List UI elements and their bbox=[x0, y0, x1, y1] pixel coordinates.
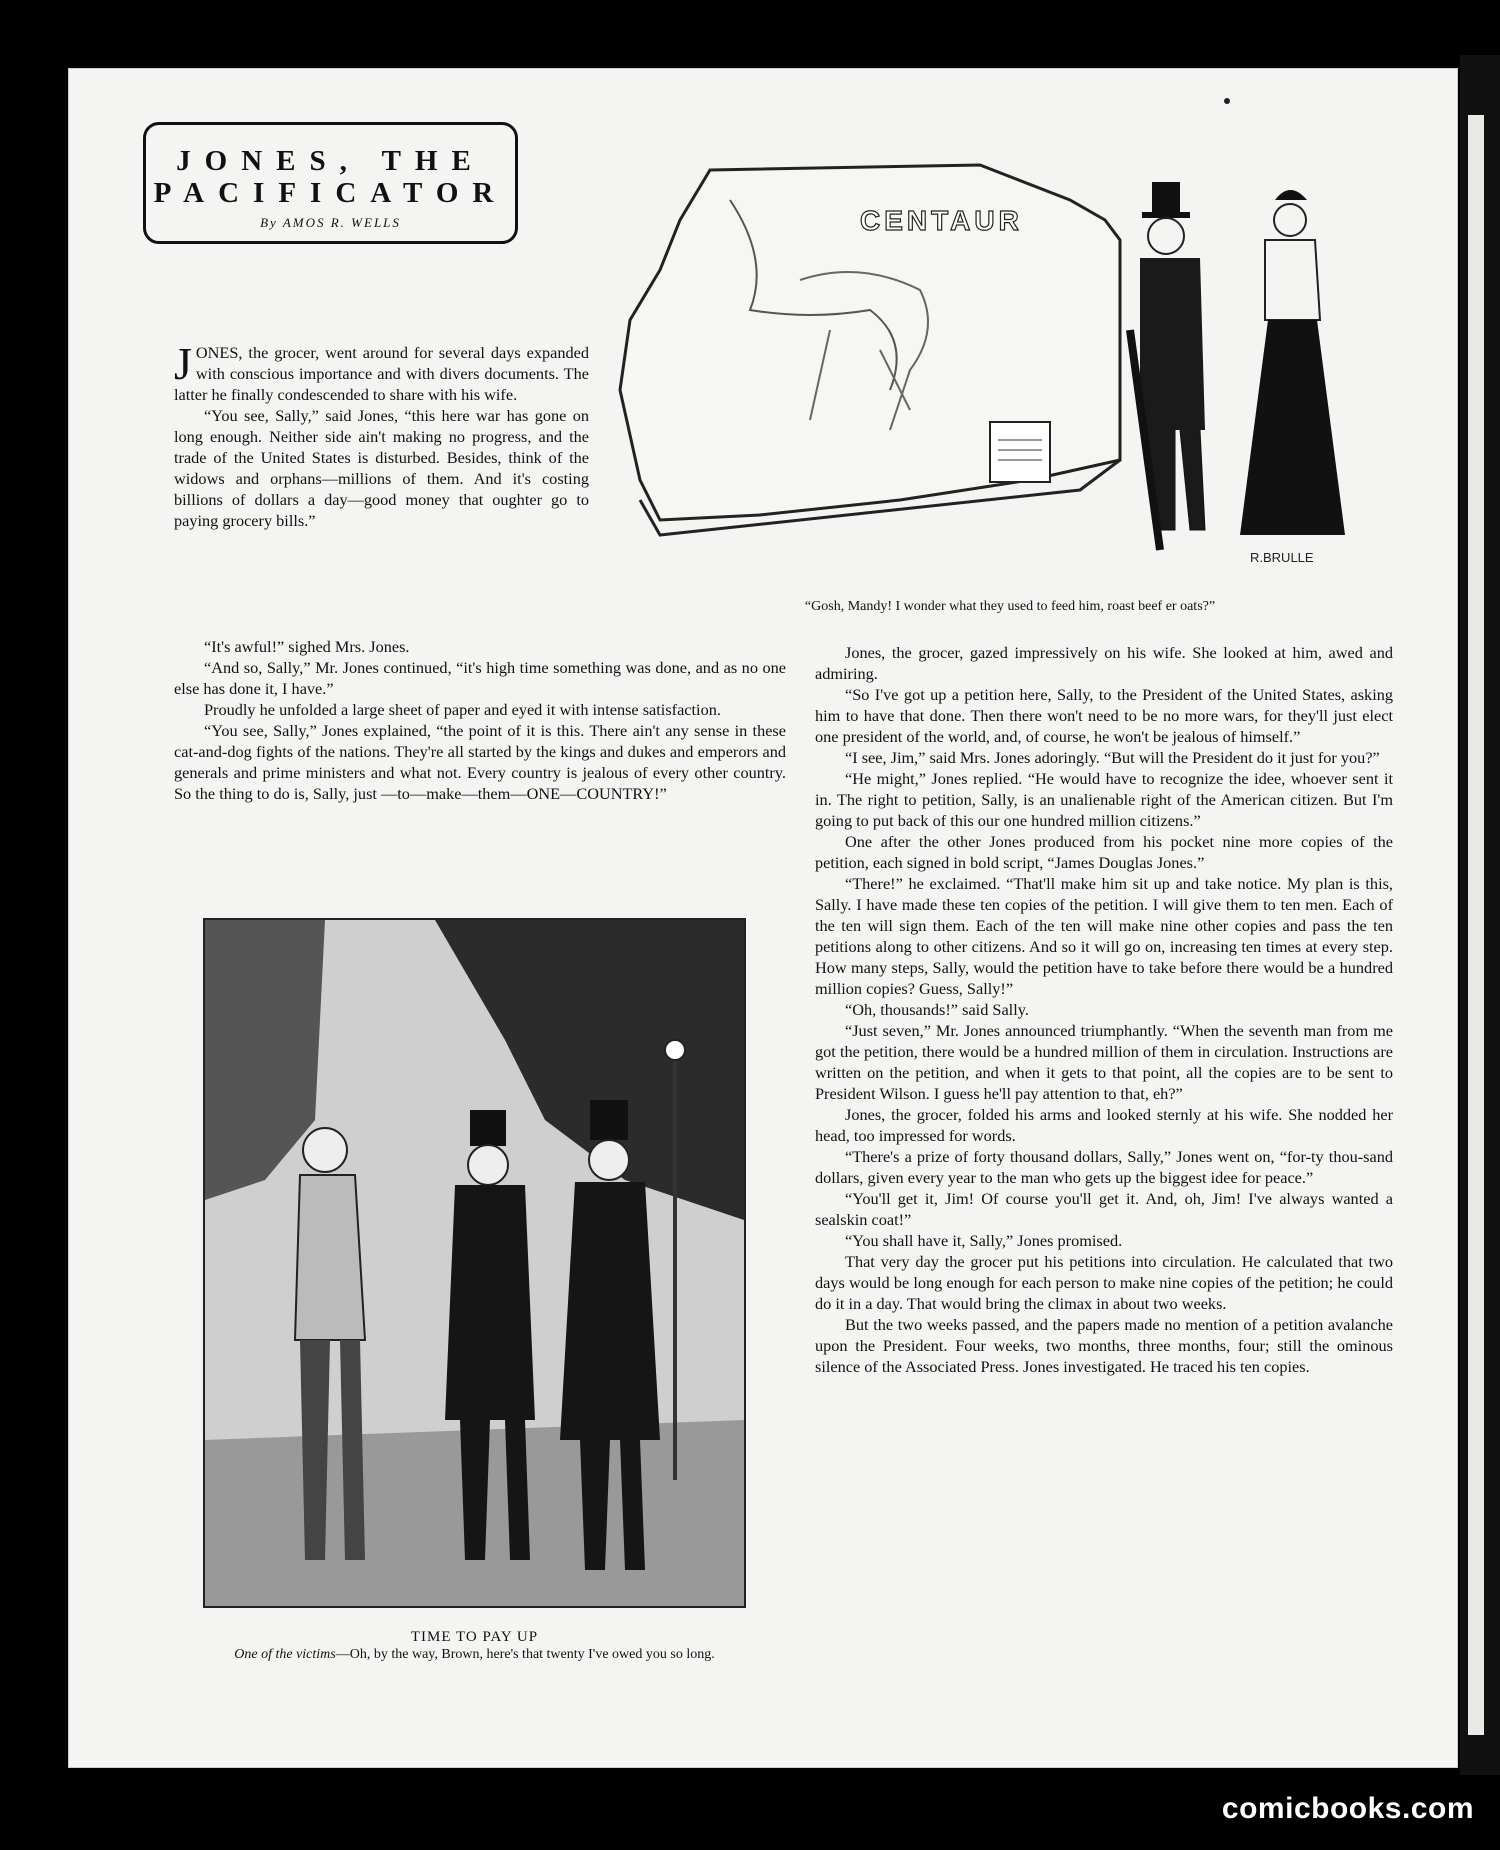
time-to-pay-up-illustration bbox=[203, 918, 746, 1608]
paragraph: “So I've got up a petition here, Sally, to the President of the United States, asking him to have that done. Then there won't need to be no more wars, for they'll just elect one president of the world, and, of course, he won't be jealous of himself.” bbox=[815, 685, 1393, 746]
paragraph: “You'll get it, Jim! Of course you'll get it. And, oh, Jim! I've always wanted a sealskin coat!” bbox=[815, 1189, 1393, 1229]
paragraph: That very day the grocer put his petitions into circulation. He calculated that two days would be long enough for each person to make nine copies of the petition; he could do it in a day. That would bring the climax in about two weeks. bbox=[815, 1252, 1393, 1313]
centaur-drawing bbox=[600, 160, 1365, 580]
paragraph: “You see, Sally,” said Jones, “this here war has gone on long enough. Neither side ain't making no progress, and the trade of the United States is disturbed. Besides, think of the widows and orphans—millions of them. And it's costing billions of dollars a day—good money that oughter go to paying grocery bills.” bbox=[174, 406, 589, 530]
right-column bbox=[815, 642, 1393, 1377]
paragraph: “He might,” Jones replied. “He would have to recognize the idee, whoever sent it in. The right to petition, Sally, is an unalienable right of the American citizen. But I'm going to put back of this our one hundred million citizens.” bbox=[815, 769, 1393, 830]
top-illustration-caption: “Gosh, Mandy! I wonder what they used to feed him, roast beef er oats?” bbox=[804, 599, 1216, 614]
title-line-2: PACIFICATOR bbox=[153, 177, 508, 209]
scan-speck bbox=[1224, 98, 1230, 104]
caption-title: TIME TO PAY UP bbox=[410, 1629, 539, 1645]
rock-inscription: CENTAUR bbox=[860, 205, 1023, 236]
site-watermark: comicbooks.com bbox=[1221, 1792, 1474, 1825]
paragraph: “Just seven,” Mr. Jones announced triumphantly. “When the seventh man from me got the petition, there would be a hundred million of them in circulation. Instructions are written on the petition, and when it gets to that point, all the copies are to be sent to President Wilson. I guess he'll pay attention to that, eh?” bbox=[815, 1021, 1393, 1103]
left-column bbox=[174, 338, 589, 531]
paragraph: “Oh, thousands!” said Sally. bbox=[845, 1000, 1029, 1019]
paragraph: Proudly he unfolded a large sheet of paper and eyed it with intense satisfaction. bbox=[204, 700, 721, 719]
paragraph: “You see, Sally,” Jones explained, “the point of it is this. There ain't any sense in these cat-and-dog fights of the nations. They're all started by the kings and dukes and emperors and generals and prime ministers and what not. Every country is jealous of every other country. So the thing to do is, Sally, just —to—make—them—ONE—COUNTRY!” bbox=[174, 721, 786, 803]
paragraph: “You shall have it, Sally,” Jones promised. bbox=[845, 1231, 1123, 1250]
top-hat bbox=[1152, 182, 1180, 214]
paragraph: “I see, Jim,” said Mrs. Jones adoringly. “But will the President do it just for you?” bbox=[845, 748, 1380, 767]
paragraph: But the two weeks passed, and the papers made no mention of a petition avalanche upon the President. Four weeks, two months, three months, four; still the ominous silence of the Associated Press. Jones investigated. He traced his ten copies. bbox=[815, 1315, 1393, 1376]
paragraph: Jones, the grocer, folded his arms and looked sternly at his wife. She nodded her head, too impressed for words. bbox=[815, 1105, 1393, 1145]
centaur-illustration bbox=[600, 160, 1365, 580]
title-line-1: JONES, THE bbox=[176, 145, 485, 177]
holdup-drawing bbox=[205, 920, 744, 1606]
artist-signature: R.BRULLE bbox=[1250, 550, 1314, 565]
paragraph: “It's awful!” sighed Mrs. Jones. bbox=[204, 637, 410, 656]
bottom-illustration-caption bbox=[203, 1628, 746, 1664]
caption-body: One of the victims—Oh, by the way, Brown, here's that twenty I've owed you so long. bbox=[234, 1647, 715, 1662]
paragraph: “And so, Sally,” Mr. Jones continued, “it's high time something was done, and as no one else has done it, I have.” bbox=[174, 658, 786, 698]
paragraph: “There!” he exclaimed. “That'll make him sit up and take notice. My plan is this, Sally. I have made these ten copies of the petition. I will give them to ten men. Each of the ten will sign them. Each of the ten will make nine other copies and pass the ten petitions along to other citizens. And so it will go on, increasing ten times at every step. How many steps, Sally, would the petition have to take before there would be a hundred million copies? Guess, Sally!” bbox=[815, 874, 1393, 998]
paragraph: “There's a prize of forty thousand dollars, Sally,” Jones went on, “for-ty thou-sand dollars, given every year to the man who gets up the biggest idee for peace.” bbox=[815, 1147, 1393, 1187]
paragraph: One after the other Jones produced from his pocket nine more copies of the petition, each signed in bold script, “James Douglas Jones.” bbox=[815, 832, 1393, 872]
adjacent-page-edge bbox=[1460, 55, 1500, 1775]
paragraph: JONES, the grocer, went around for several days expanded with conscious importance and with divers documents. The latter he finally condescended to share with his wife. bbox=[174, 338, 589, 404]
byline: By AMOS R. WELLS bbox=[260, 215, 401, 230]
drop-cap: J bbox=[174, 338, 192, 389]
article-title-box bbox=[143, 122, 518, 244]
paragraph: Jones, the grocer, gazed impressively on his wife. She looked at him, awed and admiring. bbox=[815, 643, 1393, 683]
middle-text-block bbox=[174, 636, 786, 804]
sign-plaque bbox=[990, 422, 1050, 482]
